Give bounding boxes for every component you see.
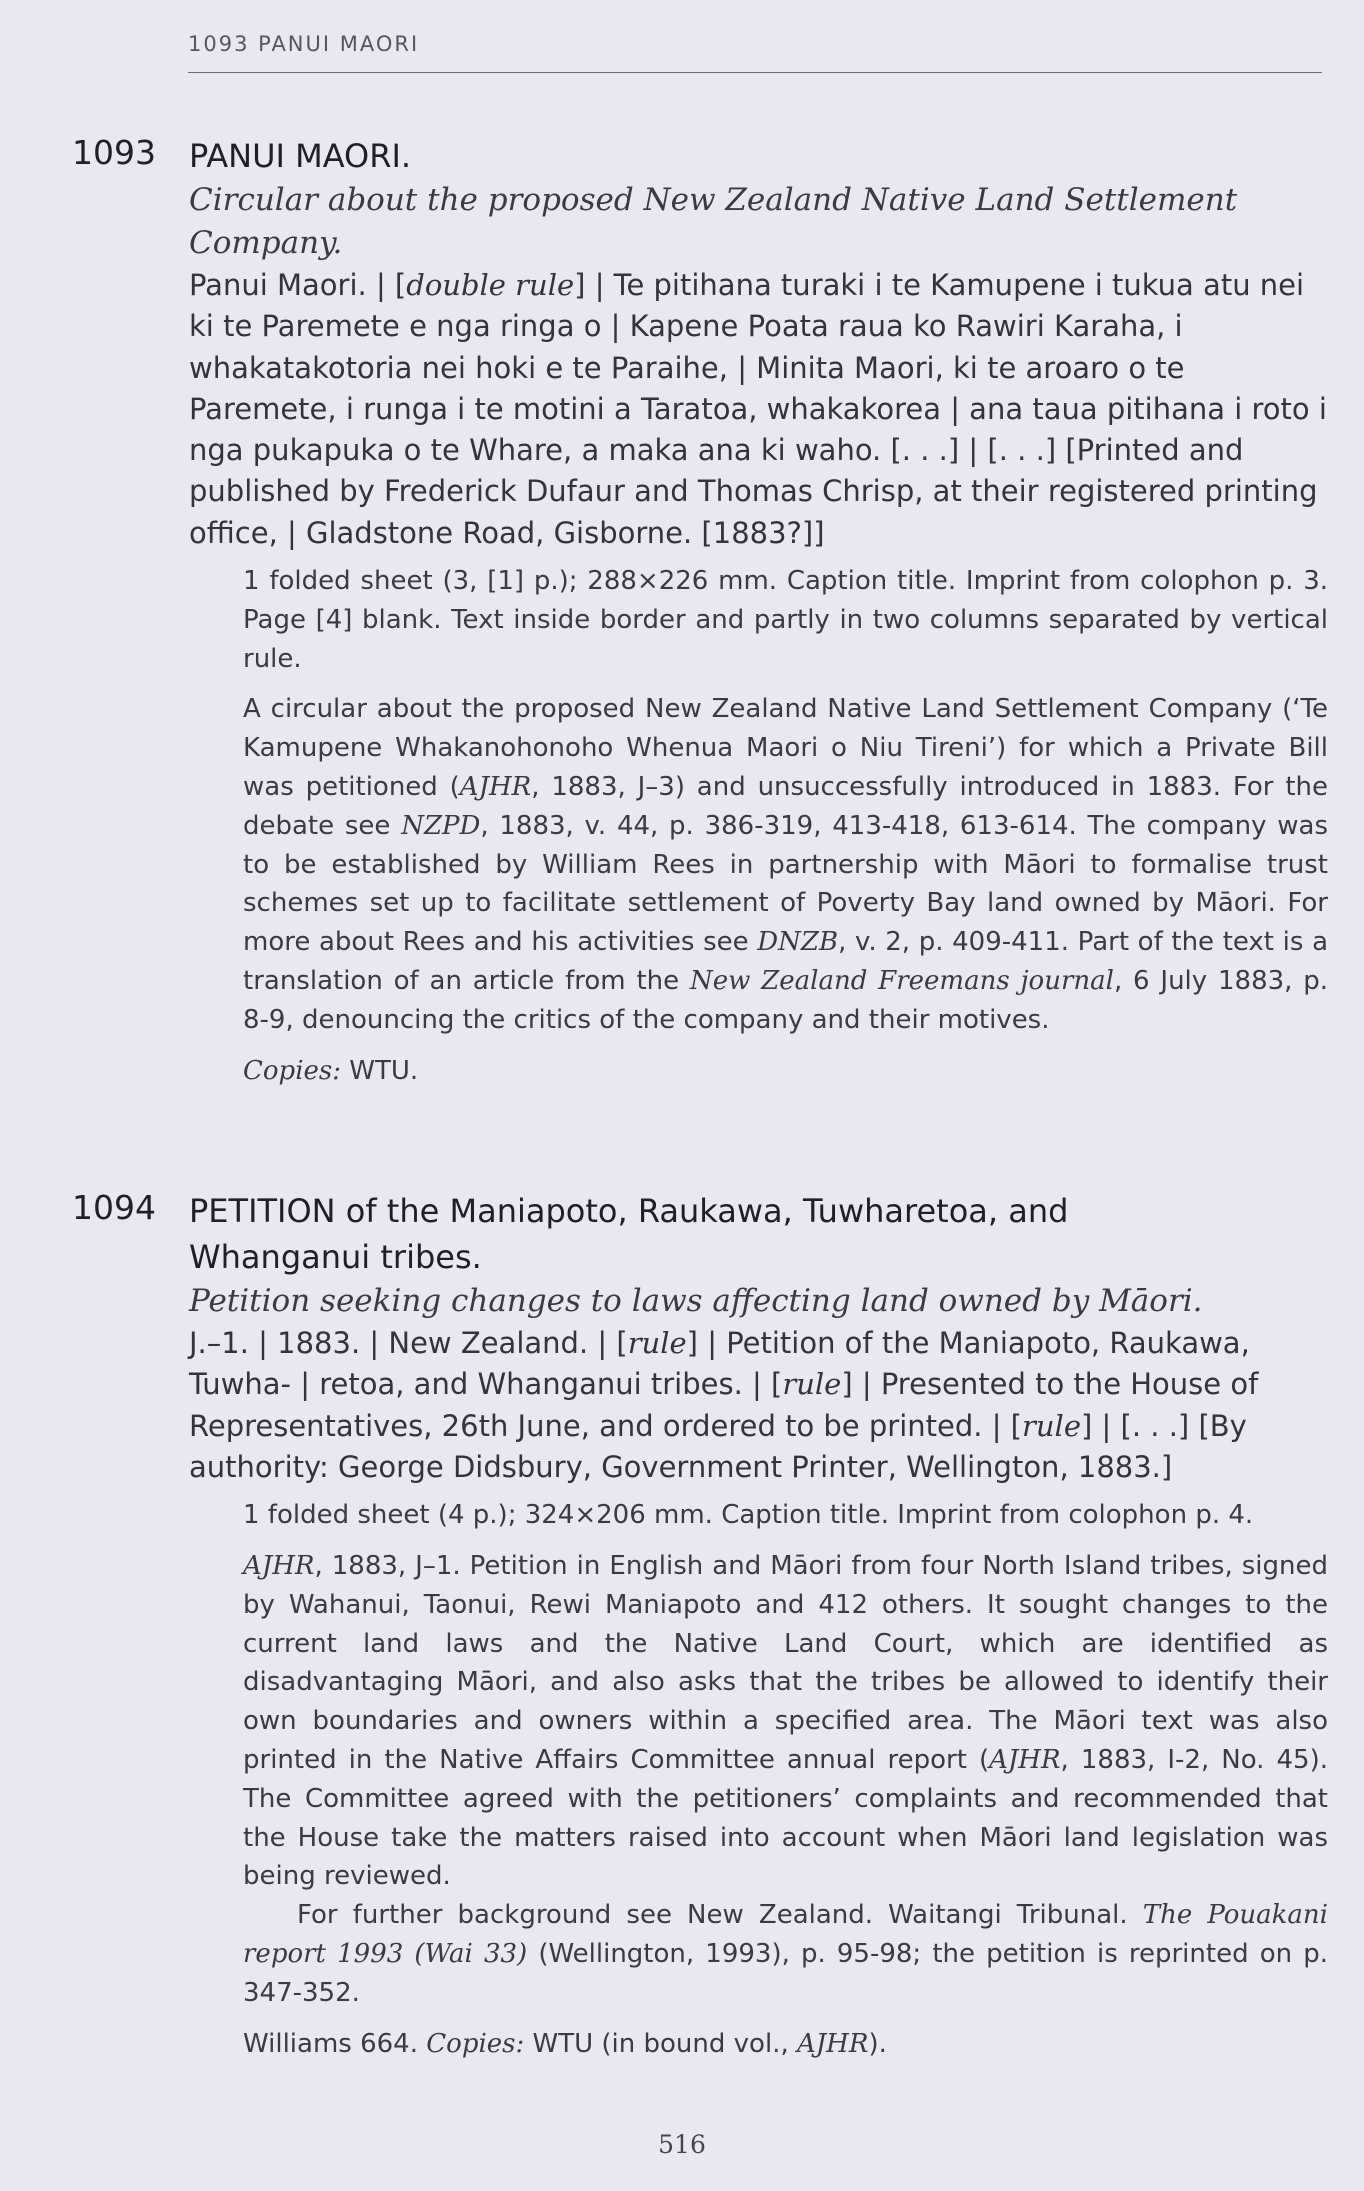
physical-description: 1 folded sheet (4 p.); 324×206 mm. Caption title. Imprint from colophon p. 4.	[243, 1500, 1254, 1531]
copies-location: Copies: WTU.	[243, 1055, 419, 1086]
entry-body	[189, 133, 1328, 1090]
entry-1094	[72, 1188, 1328, 2063]
entry-1093	[72, 133, 1328, 1090]
entry-number: 1094	[72, 1188, 156, 1227]
title-transcription: J.–1. | 1883. | New Zealand. | [rule] | Petition of the Maniapoto, Raukawa, Tuwha- | retoa, and Whanganui tribes. | [rule] | Presented to the House of Representatives, 26th June, and ordered to be printed. | [rule] | [. . .] [By authority: George Didsbury, Government Printer, Wellington, 1883.]	[189, 1326, 1259, 1484]
annotation: A circular about the proposed New Zealand Native Land Settlement Company (‘Te Kamupene Whakanohonoho Whenua Maori o Niu Tireni’) for which a Private Bill was petitioned (AJHR, 1883, J–3) and unsuccessfully introduced in 1883. For the debate see NZPD, 1883, v. 44, p. 386-319, 413-418, 613-614. The company was to be established by William Rees in partnership with Māori to formalise trust schemes set up to facilitate settlement of Poverty Bay land owned by Māori. For more about Rees and his activities see DNZB, v. 2, p. 409-411. Part of the text is a translation of an article from the New Zealand Freemans journal, 6 July 1883, p. 8-9, denouncing the critics of the company and their motives.	[243, 694, 1329, 1035]
notes	[243, 1496, 1328, 2062]
entry-number: 1093	[72, 133, 156, 172]
annotation-continued: For further background see New Zealand. Waitangi Tribunal. The Pouakani report 1993 (Wai 33) (Wellington, 1993), p. 95-98; the petition is reprinted on p. 347-352.	[243, 1900, 1328, 2008]
notes	[243, 562, 1328, 1090]
title-transcription: Panui Maori. | [double rule] | Te pitihana turaki i te Kamupene i tukua atu nei ki te Paremete e nga ringa o | Kapene Poata raua ko Rawiri Karaha, i whakatakotoria nei hoki e te Paraihe, | Minita Maori, ki te aroaro o te Paremete, i runga i te motini a Taratoa, whakakorea | ana taua pitihana i roto i nga pukapuka o te Whare, a maka ana ki waho. [. . .] | [. . .] [Printed and published by Frederick Dufaur and Thomas Chrisp, at their registered printing office, | Gladstone Road, Gisborne. [1883?]]	[189, 268, 1327, 550]
running-head: 1093 PANUI MAORI	[188, 32, 420, 56]
physical-description: 1 folded sheet (3, [1] p.); 288×226 mm. Caption title. Imprint from colophon p. 3. Page [4] blank. Text inside border and partly in two columns separated by vertical rule.	[243, 566, 1328, 674]
entry-body	[189, 1188, 1328, 2063]
entry-title-line-2: Whanganui tribes.	[189, 1238, 482, 1276]
entry-subtitle: Petition seeking changes to laws affecting land owned by Māori.	[189, 1283, 1203, 1319]
entry-title: PANUI MAORI.	[189, 137, 412, 175]
header-rule	[188, 72, 1322, 73]
copies-location: Williams 664. Copies: WTU (in bound vol., AJHR).	[243, 2028, 887, 2059]
page-number: 516	[658, 2130, 706, 2159]
entry-title-line-1: PETITION of the Maniapoto, Raukawa, Tuwharetoa, and	[189, 1192, 1069, 1230]
annotation: AJHR, 1883, J–1. Petition in English and Māori from four North Island tribes, signed by Wahanui, Taonui, Rewi Maniapoto and 412 others. It sought changes to the current land laws and the Native Land Court, which are identified as disadvantaging Māori, and also asks that the tribes be allowed to identify their own boundaries and owners within a specified area. The Māori text was also printed in the Native Affairs Committee annual report (AJHR, 1883, I-2, No. 45). The Committee agreed with the petitioners’ complaints and recommended that the House take the matters raised into account when Māori land legislation was being reviewed.	[243, 1550, 1328, 1892]
entry-subtitle: Circular about the proposed New Zealand Native Land Settlement Company.	[189, 182, 1238, 261]
